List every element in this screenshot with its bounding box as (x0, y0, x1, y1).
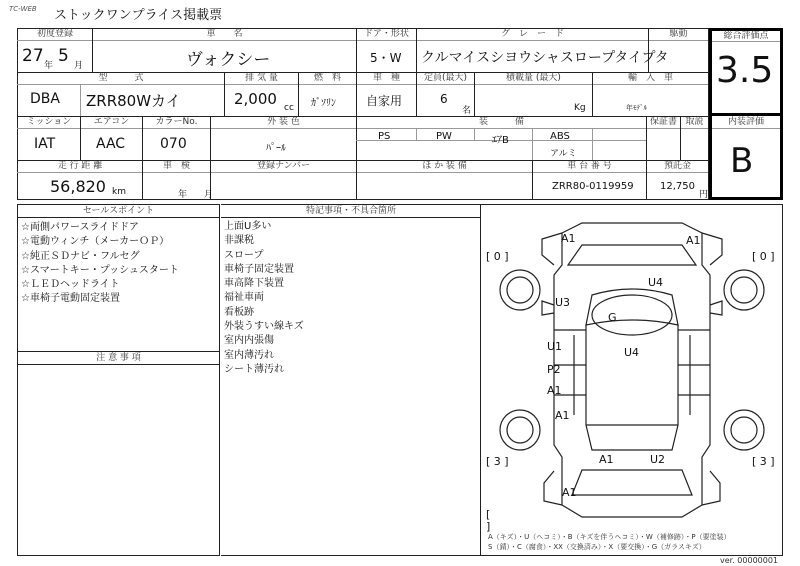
model-prefix: DBA (30, 91, 60, 107)
mileage-value: 56,820 (50, 177, 106, 196)
cc-unit: cc (284, 103, 294, 113)
special-note-item: スロープ (224, 249, 264, 261)
mileage-label: 走 行 距 離 (57, 161, 103, 171)
damage-code: U1 (547, 340, 563, 353)
displacement-label: 排 気 量 (245, 73, 278, 83)
damage-legend-line2: S（錆）・C（腐食）・XX（交換済み）・X（要交換）・G（ガラスキズ） (488, 543, 706, 551)
deposit-value: 12,750 (660, 181, 695, 192)
special-note-item: 室内内張傷 (224, 335, 274, 347)
special-note-item: 外装うすい線キズ (224, 321, 304, 333)
special-note-item: 車高降下装置 (224, 278, 284, 290)
grade-value: クルマイスシヨウシャスロープタイプタ (421, 50, 669, 66)
persons-unit: 名 (462, 106, 472, 116)
brand-logo: TC-WEB (9, 5, 37, 13)
sales-point-item: ☆スマートキー・プッシュスタート (21, 264, 179, 276)
fuel-value: ｶﾞｿﾘﾝ (311, 98, 336, 109)
special-note-item: 室内薄汚れ (224, 349, 274, 361)
chassis-no-label: 車 台 番 号 (567, 161, 612, 171)
damage-code: G (608, 311, 617, 324)
reg-number-label: 登録ナンバー (257, 161, 310, 171)
inspection-year-unit: 年 (178, 190, 188, 200)
sales-point-item: ☆純正ＳＤナビ・フルセグ (21, 250, 140, 262)
displacement-value: 2,000 (234, 90, 277, 108)
special-note-item: 看板跡 (224, 306, 254, 318)
bracket-rear-right: [ 3 ] (752, 455, 775, 468)
bracket-rear-left: [ 3 ] (486, 455, 509, 468)
bracket-front-left: [ 0 ] (486, 250, 509, 263)
equipment-airbag: ｴｱB (492, 135, 509, 146)
damage-code: U4 (648, 276, 664, 289)
car-outline-diagram (482, 205, 782, 555)
year-unit: 年 (44, 61, 54, 71)
equipment-label: 装 備 (478, 117, 524, 127)
special-note-item: 車椅子固定装置 (224, 263, 294, 275)
kg-unit: Kg (574, 103, 586, 113)
damage-code: A1 (547, 384, 562, 397)
aircon-value: AAC (96, 136, 126, 152)
equipment-abs: ABS (550, 131, 570, 142)
inspection-label: 車 検 (162, 161, 190, 171)
model-year-unit: 年ﾓﾃﾞﾙ (626, 104, 647, 112)
damage-code: A1 (562, 486, 577, 499)
grade-label: グ レ ー ド (500, 29, 564, 39)
bracket-bottom-open: [ (486, 508, 491, 521)
load-label: 積載量 (最大) (506, 73, 561, 83)
damage-code: A1 (686, 234, 701, 247)
damage-code: A1 (561, 232, 576, 245)
color-no-value: 070 (160, 136, 187, 152)
special-note-item: 上面U多い (224, 221, 272, 232)
category-label: 車 種 (372, 73, 400, 83)
model-code: ZRR80Wカイ (86, 92, 181, 110)
special-notes-list (224, 220, 304, 377)
special-note-item: シート薄汚れ (224, 363, 284, 375)
damage-code: A1 (599, 453, 614, 466)
damage-code: A1 (555, 409, 570, 422)
first-reg-label: 初度登録 (36, 29, 73, 39)
month-unit: 月 (74, 61, 84, 71)
overall-score-label: 総合評価点 (723, 31, 769, 41)
equipment-alloy: アルミ (550, 149, 577, 159)
import-label: 輸 入 車 (627, 73, 673, 83)
door-type-label: ドア・形状 (364, 29, 409, 39)
aircon-label: エアコン (93, 117, 130, 127)
other-equip-label: ほ か 装 備 (422, 161, 467, 171)
sales-point-item: ☆ＬＥＤヘッドライト (21, 279, 120, 291)
manual-label: 取説 (685, 117, 704, 127)
color-no-label: カラーNo. (155, 117, 198, 127)
sales-points-label: セールスポイント (82, 206, 155, 216)
bracket-front-right: [ 0 ] (752, 250, 775, 263)
sales-points-list (21, 221, 179, 307)
ext-color-label: 外 装 色 (267, 117, 300, 127)
equipment-pw: PW (436, 131, 452, 142)
equipment-ps: PS (378, 131, 391, 142)
first-reg-year: 27 (22, 46, 44, 66)
special-notes-label: 特記事項・不具合箇所 (305, 206, 396, 216)
chassis-no-value: ZRR80-0119959 (552, 181, 634, 192)
interior-score-label: 内装評価 (727, 117, 764, 127)
drive-label: 駆動 (669, 29, 688, 39)
special-note-item: 非課税 (224, 235, 254, 247)
sales-point-item: ☆両側パワースライドドア (21, 222, 139, 233)
special-note-item: 福祉車両 (224, 292, 264, 304)
cautions-label: 注 意 事 項 (96, 353, 141, 363)
damage-legend-line1: A（キズ）・U（ヘコミ）・B（キズを伴うヘコミ）・W（補修跡）・P（要塗装） (488, 533, 731, 541)
door-type-value: 5・W (370, 51, 402, 65)
capacity-value: 6 (440, 92, 448, 106)
damage-code: U4 (624, 346, 640, 359)
document-title: ストックワンプライス掲載票 (54, 8, 223, 23)
capacity-label: 定員(最大) (423, 73, 468, 83)
interior-score-value: B (730, 141, 754, 181)
mission-value: IAT (34, 136, 56, 152)
car-name-value: ヴォクシー (186, 50, 271, 70)
overall-score-value: 3.5 (716, 50, 774, 91)
first-reg-month: 5 (58, 46, 69, 66)
km-unit: km (112, 187, 126, 197)
inspection-month-unit: 月 (204, 190, 214, 200)
fuel-label: 燃 料 (313, 73, 341, 83)
damage-code: U3 (555, 296, 571, 309)
sales-point-item: ☆車椅子電動固定装置 (21, 293, 120, 305)
deposit-label: 預託金 (663, 161, 691, 171)
bracket-bottom-close: ] (486, 520, 491, 533)
yen-unit: 円 (699, 190, 709, 200)
damage-code: P2 (547, 363, 561, 376)
warranty-label: 保証書 (649, 117, 677, 127)
damage-code: U2 (650, 453, 666, 466)
category-value: 自家用 (366, 94, 403, 108)
ext-color-value: ﾊﾟｰﾙ (266, 143, 286, 154)
mission-label: ミッション (26, 117, 72, 127)
sales-point-item: ☆電動ウィンチ（メーカーＯＰ） (21, 236, 170, 248)
model-label: 型 式 (98, 73, 144, 83)
version-label: ver. 00000001 (720, 556, 779, 565)
car-name-label: 車 名 (206, 29, 243, 39)
